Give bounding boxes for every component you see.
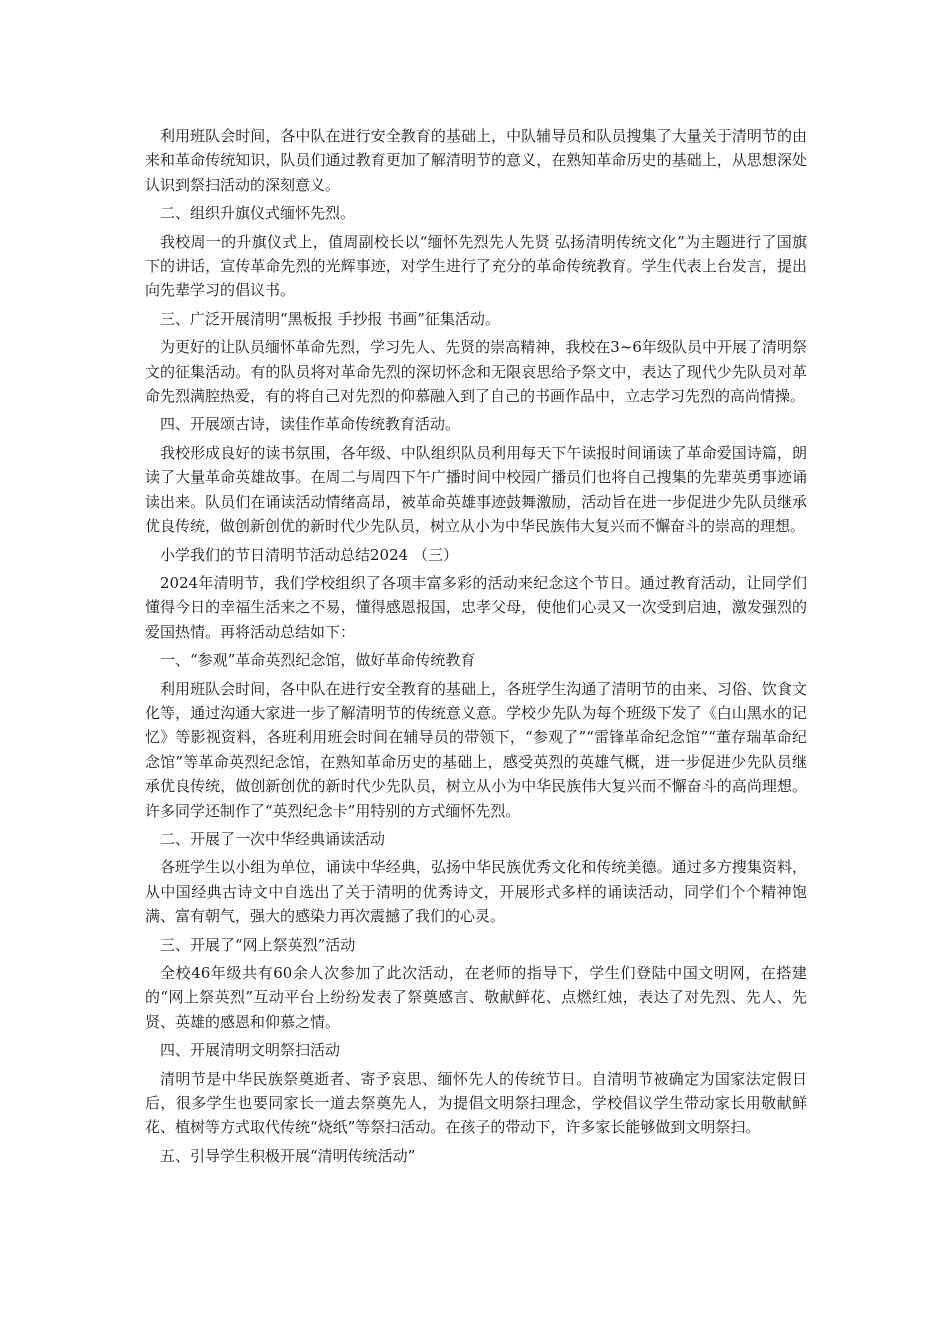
section-heading: 二、开展了一次中华经典诵读活动: [160, 829, 386, 848]
section-heading: 四、开展颂古诗，读佳作革命传统教育活动。: [160, 415, 461, 434]
body-paragraph: 我校形成良好的读书氛围，各年级、中队组织队员利用每天下午读报时间诵读了革命爱国诗篇，朗读了大量革命英雄故事。在周二与周四下午广播时间中校园广播员们也将自己搜集的先辈英勇事迹诵读出来。队员们在诵读活动情绪高昂，被革命英雄事迹鼓舞激励，活动旨在进一步促进少先队员继承优良传统，做创新创优的新时代少先队员，树立从小为中华民族伟大复兴而不懈奋斗的崇高的理想。: [145, 443, 807, 536]
section-heading: 四、开展清明文明祭扫活动: [160, 1041, 341, 1060]
section-heading: 二、组织升旗仪式缅怀先烈。: [160, 204, 356, 223]
section-heading: 三、广泛开展清明“黑板报 手抄报 书画”征集活动。: [160, 309, 500, 328]
section-heading: 一、“参观”革命英烈纪念馆，做好革命传统教育: [160, 651, 476, 670]
body-paragraph: 利用班队会时间，各中队在进行安全教育的基础上，中队辅导员和队员搜集了大量关于清明节的由来和革命传统知识，队员们通过教育更加了解清明节的意义，在熟知革命历史的基础上，从思想深处认识到祭扫活动的深刻意义。: [145, 127, 807, 194]
body-paragraph: 清明节是中华民族祭奠逝者、寄予哀思、缅怀先人的传统节日。自清明节被确定为国家法定假日后，很多学生也要同家长一道去祭奠先人，为提倡文明祭扫理念，学校倡议学生带动家长用敬献鲜花、植树等方式取代传统“烧纸”等祭扫活动。在孩子的带动下，许多家长能够做到文明祭扫。: [145, 1069, 807, 1137]
body-paragraph: 2024年清明节，我们学校组织了各项丰富多彩的活动来纪念这个节日。通过教育活动，让同学们懂得今日的幸福生活来之不易，懂得感恩报国，忠孝父母，使他们心灵又一次受到启迪，激发强烈的爱国热情。再将活动总结如下：: [145, 573, 807, 641]
document-page: [145, 124, 807, 1168]
document-subtitle: 小学我们的节日清明节活动总结2024 （三）: [160, 545, 458, 564]
body-paragraph: 利用班队会时间，各中队在进行安全教育的基础上，各班学生沟通了清明节的由来、习俗、饮食文化等，通过沟通大家进一步了解清明节的传统意义意。学校少先队为每个班级下发了《白山黑水的记忆》等影视资料，各班利用班会时间在辅导员的带领下，“参观了”“雷锋革命纪念馆”“董存瑞革命纪念馆”等革命英烈纪念馆，在熟知革命历史的基础上，感受英烈的英雄气概，进一步促进少先队员继承优良传统，做创新创优的新时代少先队员，树立从小为中华民族伟大复兴而不懈奋斗的高尚理想。许多同学还制作了“英烈纪念卡”用特别的方式缅怀先烈。: [145, 679, 807, 820]
body-paragraph: 各班学生以小组为单位，诵读中华经典，弘扬中华民族优秀文化和传统美德。通过多方搜集资料，从中国经典古诗文中自选出了关于清明的优秀诗文，开展形式多样的诵读活动，同学们个个精神饱满、富有朝气，强大的感染力再次震撼了我们的心灵。: [145, 858, 807, 926]
body-paragraph: 全校46年级共有60余人次参加了此次活动，在老师的指导下，学生们登陆中国文明网，在搭建的“网上祭英烈”互动平台上纷纷发表了祭奠感言、敬献鲜花、点燃红烛，表达了对先烈、先人、先贤、英雄的感恩和仰慕之情。: [145, 964, 807, 1031]
section-heading: 五、引导学生积极开展“清明传统活动”: [160, 1146, 416, 1165]
section-heading: 三、开展了“网上祭英烈”活动: [160, 935, 356, 954]
body-paragraph: 为更好的让队员缅怀革命先烈，学习先人、先贤的崇高精神，我校在3~6年级队员中开展了清明祭文的征集活动。有的队员将对革命先烈的深切怀念和无限哀思给予祭文中，表达了现代少先队员对革命先烈满腔热爱，有的将自己对先烈的仰慕融入到了自己的书画作品中，立志学习先烈的高尚情操。: [145, 338, 807, 406]
body-paragraph: 我校周一的升旗仪式上，值周副校长以“缅怀先烈先人先贤 弘扬清明传统文化”为主题进行了国旗下的讲话，宣传革命先烈的光辉事迹，对学生进行了充分的革命传统教育。学生代表上台发言，提出向先辈学习的倡议书。: [145, 232, 807, 300]
